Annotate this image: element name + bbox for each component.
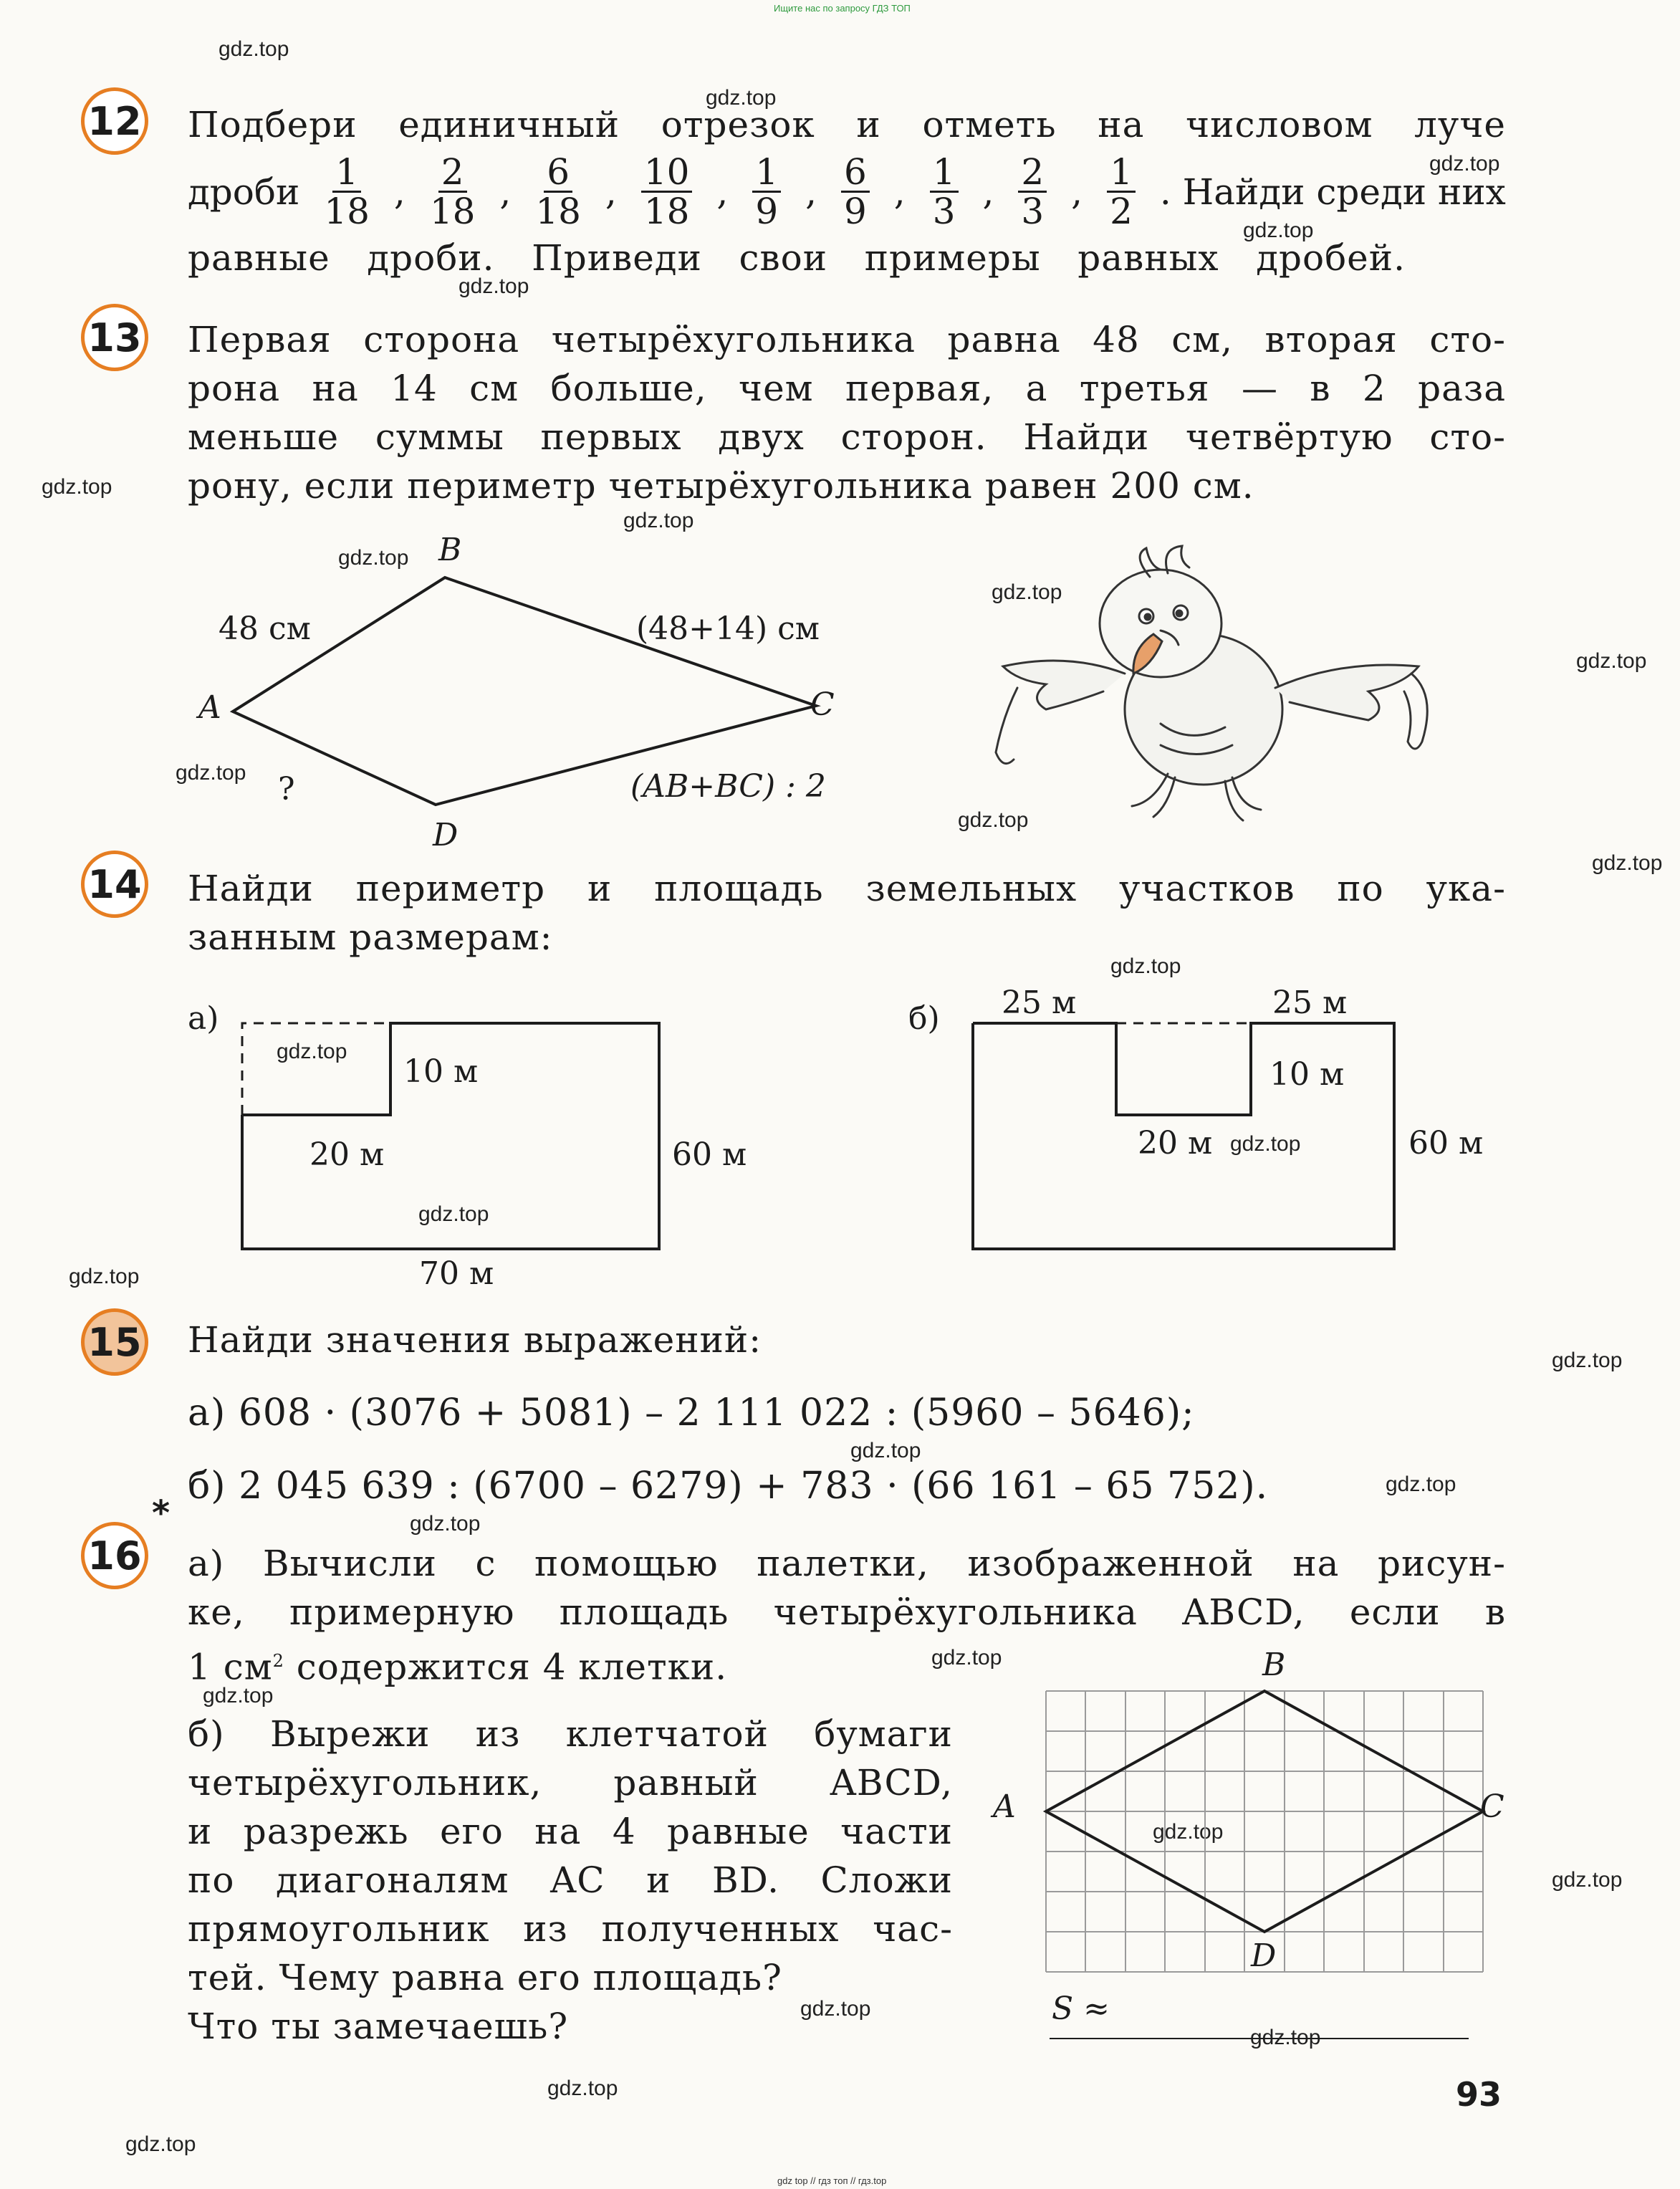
watermark: gdz.top [410, 1512, 481, 1536]
task12-line1: Подбери единичный отрезок и отметь на числовом луче [188, 104, 1506, 145]
rhombus-abcd [1046, 1691, 1483, 1932]
task-number-12: 12 [81, 87, 148, 155]
fraction: $\frac{10}{18}$ [641, 153, 693, 230]
task16-b-line: б) Вырежи из клетчатой бумаги [188, 1713, 953, 1755]
watermark: gdz.top [1592, 851, 1663, 875]
plot-a-label: а) [188, 1000, 219, 1037]
fraction: $\frac{6}{9}$ [841, 153, 870, 230]
watermark: gdz.top [338, 546, 409, 570]
task14-line: Найди периметр и площадь земельных участков по ука- [188, 868, 1506, 909]
watermark: gdz.top [1230, 1132, 1301, 1156]
task16-b-line: прямоугольник из полученных час- [188, 1908, 953, 1950]
watermark: gdz.top [800, 1997, 871, 2021]
watermark: gdz.top [42, 475, 112, 499]
plot-a-dim-right: 60 м [672, 1136, 747, 1173]
fraction: $\frac{1}{2}$ [1107, 153, 1136, 230]
area-answer-label: S ≈ [1052, 1991, 1110, 2027]
palette-vertex-d: D [1251, 1937, 1277, 1974]
watermark: gdz.top [459, 274, 529, 298]
task16-a-line: а) Вычисли с помощью палетки, изображенной на рисун- [188, 1543, 1506, 1584]
task13-line: Первая сторона четырёхугольника равна 48 см, вторая сто- [188, 319, 1506, 360]
watermark: gdz.top [1250, 2026, 1321, 2049]
task-number-13: 13 [81, 304, 148, 371]
task16-b-line: по диагоналям AC и BD. Сложи [188, 1859, 953, 1901]
task14-line: занным размерам: [188, 916, 553, 958]
watermark: gdz.top [277, 1040, 347, 1063]
plot-b-dim-top-right: 25 м [1272, 985, 1348, 1021]
task13-line: рона на 14 см больше, чем первая, а третья — в 2 раза [188, 368, 1506, 409]
watermark: gdz.top [958, 808, 1029, 832]
fraction: $\frac{2}{18}$ [429, 151, 476, 232]
watermark: gdz.top [1552, 1868, 1623, 1892]
watermark: gdz.top [176, 761, 246, 785]
plot-a-missing-corner [242, 1023, 390, 1115]
watermark: gdz.top [1429, 152, 1500, 176]
vertex-b-label: B [438, 532, 462, 568]
task12-line3: равные дроби. Приведи свои примеры равных дробей. [188, 237, 1406, 279]
bird-illustration [989, 545, 1447, 838]
palette-vertex-b: B [1262, 1647, 1286, 1683]
vertex-c-label: C [810, 686, 835, 723]
task13-line: рону, если периметр четырёхугольника равен 200 см. [188, 465, 1254, 507]
fraction: $\frac{1}{3}$ [930, 153, 959, 230]
vertex-a-label: A [198, 689, 221, 726]
watermark: gdz.top [1243, 219, 1314, 242]
fraction: $\frac{2}{3}$ [1018, 153, 1047, 230]
vertex-d-label: D [433, 817, 459, 853]
watermark: gdz.top [418, 1202, 489, 1226]
side-da-label: ? [278, 771, 295, 808]
task13-line: меньше суммы первых двух сторон. Найди четвёртую сто- [188, 416, 1506, 458]
watermark: gdz.top [1552, 1349, 1623, 1372]
task16-a-line: ке, примерную площадь четырёхугольника ABCD, если в [188, 1591, 1506, 1633]
task12-after: . Найди среди них [1159, 171, 1506, 213]
plot-a-dim-mid: 20 м [309, 1136, 385, 1173]
watermark: gdz.top [931, 1646, 1002, 1670]
plot-b-dim-notch: 10 м [1269, 1056, 1345, 1093]
fraction: $\frac{6}{18}$ [535, 151, 581, 232]
watermark: gdz.top [706, 86, 777, 110]
palette-vertex-c: C [1480, 1788, 1504, 1825]
side-bc-label: (48+14) см [636, 610, 820, 647]
task16-b-line: четырёхугольник, равный ABCD, [188, 1762, 953, 1804]
page-number: 93 [1456, 2075, 1502, 2114]
watermark: gdz.top [992, 580, 1062, 604]
task16-a-line3: 1 $см^2$ содержится 4 клетки. [188, 1646, 728, 1688]
palette-vertex-a: A [993, 1788, 1016, 1825]
task15-expression-b: б) 2 045 639 : (6700 – 6279) + 783 · (66 161 – 65 752). [188, 1465, 1269, 1508]
plot-b-dim-right: 60 м [1408, 1125, 1484, 1161]
task16-b-line: и разрежь его на 4 равные части [188, 1811, 953, 1852]
task15-expression-a: а) 608 · (3076 + 5081) – 2 111 022 : (5960 – 5646); [188, 1392, 1195, 1434]
task16-b-line: тей. Чему равна его площадь? [188, 1957, 782, 1998]
plot-b-dim-top-left: 25 м [1002, 985, 1077, 1021]
fraction: $\frac{1}{18}$ [324, 151, 370, 232]
task15-title: Найди значения выражений: [188, 1319, 762, 1361]
watermark: gdz.top [1386, 1472, 1456, 1496]
task12-intro: дроби [188, 171, 300, 213]
watermark: gdz.top [1110, 954, 1181, 978]
watermark: gdz.top [547, 2077, 618, 2100]
fraction: $\frac{1}{9}$ [752, 153, 781, 230]
watermark: gdz.top [69, 1265, 140, 1288]
plot-a-dim-bottom: 70 м [419, 1255, 494, 1292]
watermark: gdz.top [219, 37, 289, 61]
task-number-15: 15 [81, 1308, 148, 1376]
plot-a-dim-top: 10 м [403, 1053, 479, 1090]
top-note: Ищите нас по запросу ГДЗ ТОП [774, 3, 911, 14]
task-number-16: 16 [81, 1522, 148, 1589]
watermark: gdz.top [203, 1684, 274, 1707]
watermark: gdz.top [623, 509, 694, 532]
bottom-note: gdz top // гдз топ // гдз.top [777, 2175, 887, 2186]
watermark: gdz.top [850, 1439, 921, 1462]
task16-star: * [152, 1493, 171, 1533]
task16-b-line: Что ты замечаешь? [188, 2006, 569, 2047]
watermark: gdz.top [1576, 649, 1647, 673]
watermark: gdz.top [1153, 1820, 1224, 1844]
task12-fractions-line: дроби $\frac{1}{18}$ , $\frac{2}{18}$ , $\frac{6}{18}$ , $\frac{10}{18}$ , $\frac{1}{9}$ , $\frac{6}{9}$ , $\frac{1}{3}$ , $\frac{2}{3}$ , $\frac{1}{2}$ . Найди среди них [188, 151, 1506, 232]
plot-b-label: б) [908, 1000, 940, 1037]
side-ab-label: 48 см [219, 610, 311, 647]
watermark: gdz.top [125, 2132, 196, 2156]
side-cd-label: (AB+BC) : 2 [630, 768, 826, 805]
task-number-14: 14 [81, 851, 148, 918]
plot-b-dim-mid: 20 м [1138, 1125, 1213, 1161]
palette-grid [1046, 1691, 1483, 1972]
